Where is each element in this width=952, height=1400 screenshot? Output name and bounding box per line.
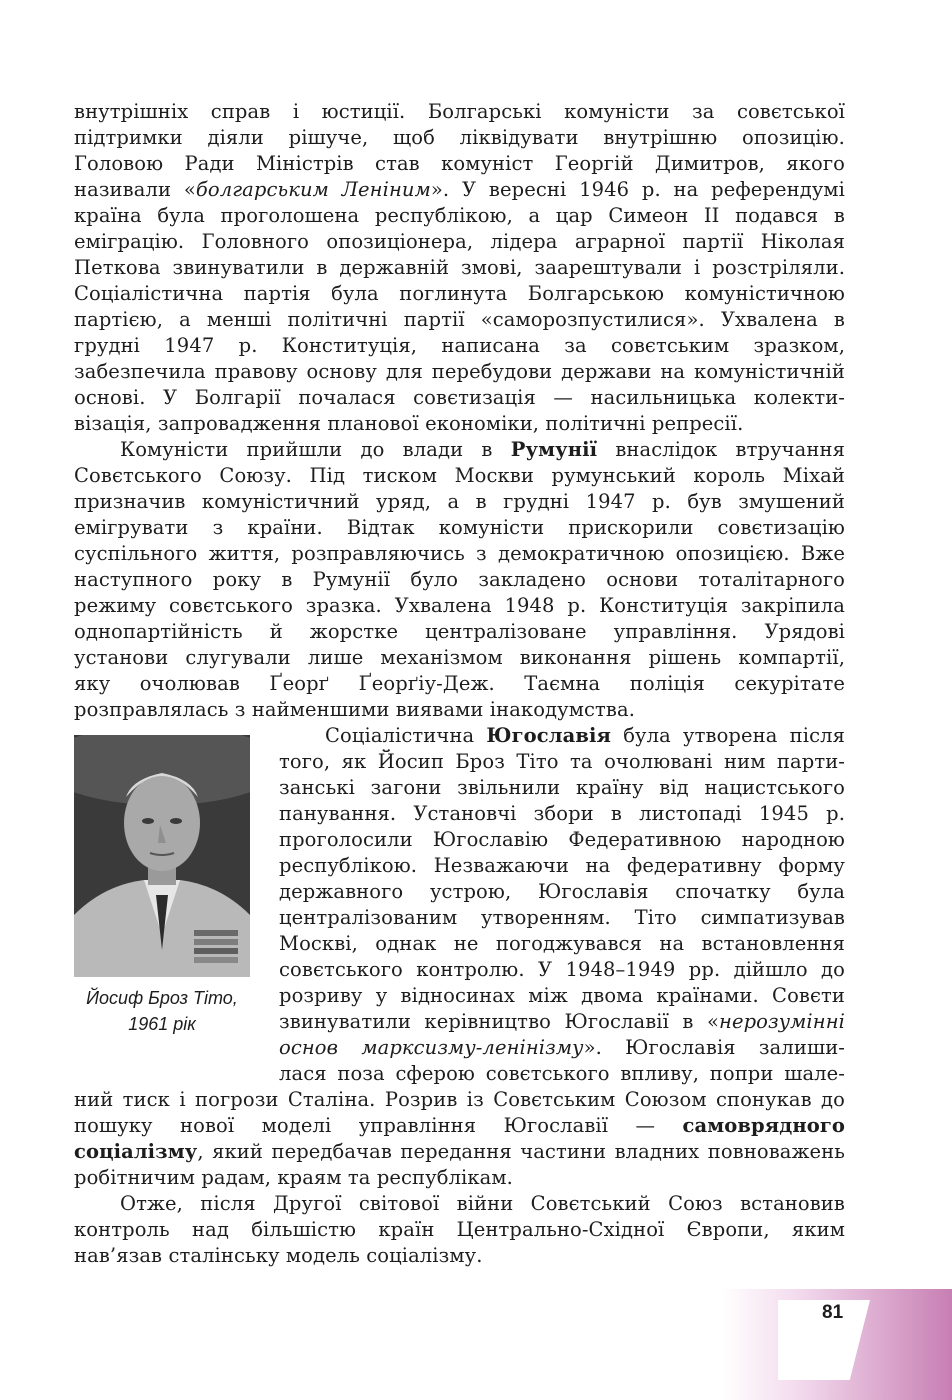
text-line: централізованим утворенням. Тіто симпатизував bbox=[279, 906, 845, 929]
text-line: Петкова звинуватили в державній змові, заарештували і розстріляли. bbox=[74, 256, 845, 279]
caption-line-1: Йосиф Броз Тіто, bbox=[86, 988, 238, 1008]
paragraph-yugoslavia-side bbox=[279, 723, 845, 1087]
text-line: розриву у відносинах між двома країнами. Совєти bbox=[279, 984, 845, 1007]
paragraph-conclusion bbox=[74, 1191, 845, 1269]
text-line: розправлялась з найменшими виявами інакодумства. bbox=[74, 698, 636, 721]
text-line: внутрішніх справ і юстиції. Болгарські комуністи за совєтської bbox=[74, 100, 845, 123]
text-line: державного устрою, Югославія спочатку була bbox=[279, 880, 845, 903]
emphasis-term: болгарським Леніним bbox=[195, 178, 431, 201]
text-line: нав’язав сталінську модель соціалізму. bbox=[74, 1244, 483, 1267]
text-line: Головою Ради Міністрів став комуніст Георгій Димитров, якого bbox=[74, 152, 845, 175]
text-line: еміграцію. Головного опозиціонера, лідера аграрної партії Ніколая bbox=[74, 230, 845, 253]
paragraph-yugoslavia-continued bbox=[74, 1087, 845, 1191]
page-number: 81 bbox=[822, 1302, 844, 1323]
caption-line-2: 1961 рік bbox=[128, 1014, 196, 1034]
tito-portrait-photo bbox=[74, 735, 250, 977]
text-line: ний тиск і погрози Сталіна. Розрив із Совєтським Союзом спонукав до bbox=[74, 1088, 845, 1111]
text-line: Совєтського Союзу. Під тиском Москви румунський король Міхай bbox=[74, 464, 845, 487]
text-line: того, як Йосип Броз Тіто та очолювані ним парти- bbox=[279, 750, 845, 773]
text-line: режиму совєтського зразка. Ухвалена 1948 р. Конституція закріпила bbox=[74, 594, 845, 617]
emphasis-term: соціалізму bbox=[74, 1140, 198, 1163]
page-body bbox=[74, 99, 845, 1269]
text-line: країна була проголошена республікою, а цар Симеон II подався в bbox=[74, 204, 845, 227]
text-line: занські загони звільнили країну від нацистського bbox=[279, 776, 845, 799]
text-line: установи слугували лише механізмом виконання рішень компартії, bbox=[74, 646, 845, 669]
text-line: підтримки діяли рішуче, щоб ліквідувати внутрішню опозицію. bbox=[74, 126, 845, 149]
text-line: призначив комуністичний уряд, а в грудні 1947 р. був змушений bbox=[74, 490, 845, 513]
text-line: основ марксизму-ленінізму». Югославія залиши- bbox=[279, 1036, 845, 1059]
photo-caption bbox=[74, 985, 250, 1037]
paragraph-bulgaria bbox=[74, 99, 845, 437]
text-line: Москві, однак не погоджувався на встановлення bbox=[279, 932, 845, 955]
text-line: основі. У Болгарії почалася совєтизація — насильницька колекти- bbox=[74, 386, 845, 409]
text-line: візація, запровадження планової економіки, політичні репресії. bbox=[74, 412, 744, 435]
text-line: проголосили Югославію Федеративною народною bbox=[279, 828, 845, 851]
text-line: забезпечила правову основу для перебудови держави на комуністичній bbox=[74, 360, 845, 383]
paragraph-romania bbox=[74, 437, 845, 723]
text-line: називали «болгарським Леніним». У вересні 1946 р. на референдумі bbox=[74, 178, 845, 201]
text-line: яку очолював Ґеорґ Ґеорґіу-Деж. Таємна поліція секурітате bbox=[74, 672, 845, 695]
yugoslavia-section bbox=[74, 723, 845, 1087]
text-line: контроль над більшістю країн Центрально-Східної Європи, яким bbox=[74, 1218, 845, 1241]
text-line: республікою. Незважаючи на федеративну форму bbox=[279, 854, 845, 877]
text-line: суспільного життя, розправляючись з демократичною опозицією. Вже bbox=[74, 542, 845, 565]
emphasis-term: самоврядного bbox=[682, 1114, 845, 1137]
emphasis-term: основ марксизму-ленінізму bbox=[279, 1036, 584, 1059]
emphasis-term: Румунії bbox=[510, 438, 598, 461]
text-line: пошуку нової моделі управління Югославії — самоврядного bbox=[74, 1114, 845, 1137]
text-line: совєтського контролю. У 1948–1949 рр. дійшло до bbox=[279, 958, 845, 981]
text-line: робітничим радам, краям та республікам. bbox=[74, 1166, 513, 1189]
text-line: соціалізму, який передбачав передання частини владних повноважень bbox=[74, 1140, 845, 1163]
text-line: емігрувати з країни. Відтак комуністи прискорили совєтизацію bbox=[74, 516, 845, 539]
emphasis-term: нерозумінні bbox=[719, 1010, 845, 1033]
text-line: Комуністи прийшли до влади в Румунії внаслідок втручання bbox=[120, 438, 845, 461]
photo-column bbox=[74, 723, 279, 1037]
text-line: Соціалістична Югославія була утворена після bbox=[325, 724, 845, 747]
text-line: грудні 1947 р. Конституція, написана за совєтським зразком, bbox=[74, 334, 845, 357]
text-line: Соціалістична партія була поглинута Болгарською комуністичною bbox=[74, 282, 845, 305]
text-line: звинуватили керівництво Югославії в «нерозумінні bbox=[279, 1010, 845, 1033]
text-line: панування. Установчі збори в листопаді 1945 р. bbox=[279, 802, 845, 825]
text-line: лася поза сферою совєтського впливу, попри шале- bbox=[279, 1062, 845, 1085]
text-line: партією, а менші політичні партії «саморозпустилися». Ухвалена в bbox=[74, 308, 845, 331]
emphasis-term: Югославія bbox=[486, 724, 611, 747]
text-line: наступного року в Румунії було закладено основи тоталітарного bbox=[74, 568, 845, 591]
text-line: однопартійність й жорстке централізоване управління. Урядові bbox=[74, 620, 845, 643]
text-line: Отже, після Другої світової війни Совєтський Союз встановив bbox=[120, 1192, 845, 1215]
